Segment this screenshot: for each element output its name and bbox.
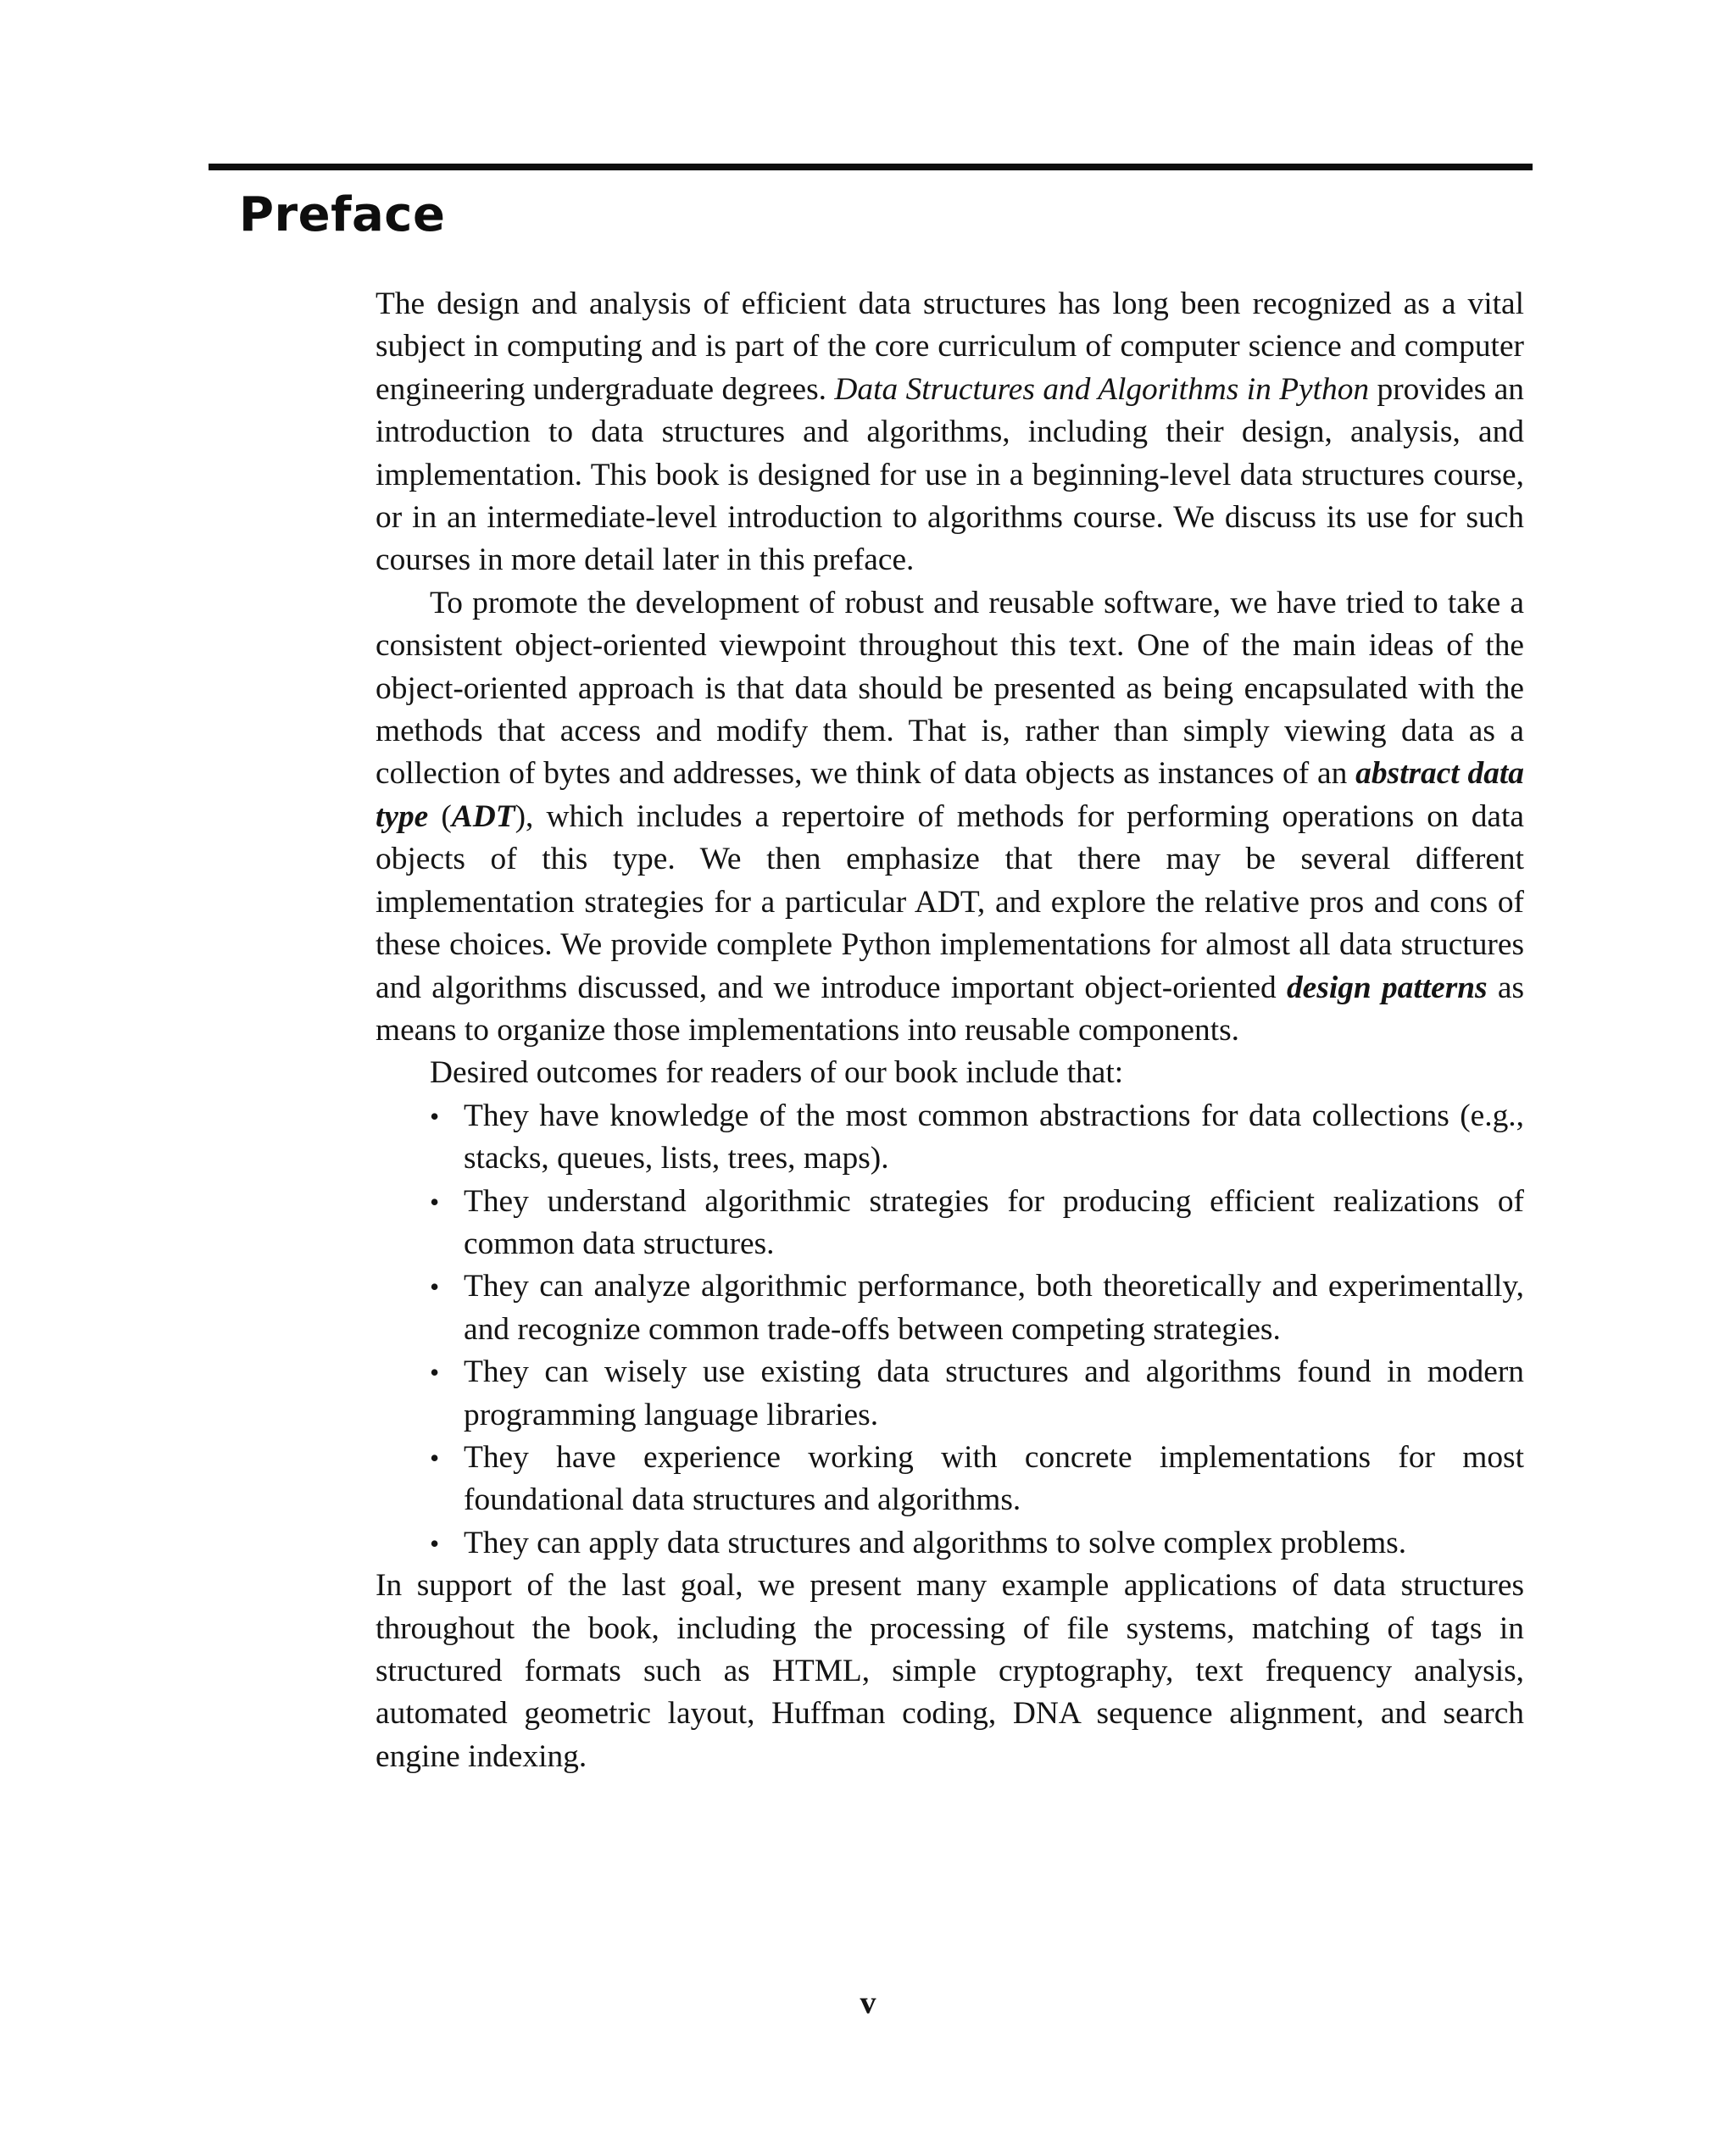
bullet-icon: • xyxy=(430,1527,440,1559)
paragraph-intro-text-continued: provides an introduction to data structures and algorithms, including their design, analysis, and implementation. This book is designed for use in a beginning-level data structures course, or in an intermediate-level introduction to algorithms course. We discuss its use for such courses in more detail later in this preface. xyxy=(376,371,1524,578)
paragraph-applications: In support of the last goal, we present many example applications of data structures throughout the book, including the processing of file systems, matching of tags in structured formats such as HTML, simple cryptography, text frequency analysis, automated geometric layout, Huffman coding, DNA sequence alignment, and search engine indexing. xyxy=(376,1568,1524,1774)
list-item xyxy=(430,1522,1524,1565)
term-adt-abbreviation: ADT xyxy=(451,798,515,834)
list-item xyxy=(430,1095,1524,1181)
paragraph-intro xyxy=(376,283,1524,582)
bullet-icon: • xyxy=(430,1357,440,1388)
bullet-icon: • xyxy=(430,1271,440,1303)
paragraph-object-oriented xyxy=(376,582,1524,1052)
outcomes-list xyxy=(376,1095,1524,1565)
bullet-icon: • xyxy=(430,1186,440,1217)
book-title: Data Structures and Algorithms in Python xyxy=(834,371,1370,407)
list-item-text: They can apply data structures and algorithms to solve complex problems. xyxy=(464,1525,1407,1560)
chapter-top-rule xyxy=(209,164,1533,170)
list-item-text: They understand algorithmic strategies for producing efficient realizations of common data structures. xyxy=(464,1183,1524,1261)
preface-body xyxy=(376,283,1524,1778)
list-item-text: They have experience working with concrete implementations for most foundational data structures and algorithms. xyxy=(464,1439,1524,1518)
page-number: v xyxy=(860,1985,876,2021)
list-item-text: They can analyze algorithmic performance, both theoretically and experimentally, and recognize common trade-offs between competing strategies. xyxy=(464,1269,1524,1347)
outcomes-intro: Desired outcomes for readers of our book include that: xyxy=(430,1055,1124,1091)
list-item-text: They have knowledge of the most common abstractions for data collections (e.g., stacks, queues, lists, trees, maps). xyxy=(464,1098,1524,1176)
list-item-text: They can wisely use existing data structures and algorithms found in modern programming language libraries. xyxy=(464,1354,1524,1432)
list-item xyxy=(430,1351,1524,1437)
list-item xyxy=(430,1265,1524,1351)
paren-open: ( xyxy=(428,798,452,834)
bullet-icon: • xyxy=(430,1442,440,1473)
bullet-icon: • xyxy=(430,1100,440,1132)
list-item xyxy=(430,1181,1524,1266)
paragraph-oo-text: To promote the development of robust and reusable software, we have tried to take a consistent object-oriented viewpoint throughout this text. One of the main ideas of the object-oriented approach is that data should be presented as being encapsulated with the methods that access and modify them. That is, rather than simply viewing data as a collection of bytes and addresses, we think of data objects as instances of an xyxy=(376,585,1524,792)
list-item xyxy=(430,1437,1524,1522)
paragraph-intro-text: The design and analysis of efficient data structures has long been recognized as a vital subject in computing and is part of the core curriculum of computer science and computer engineering undergraduate degrees. xyxy=(376,286,1524,407)
chapter-title: Preface xyxy=(239,187,446,242)
paragraph-oo-text-continued: ), which includes a repertoire of methods for performing operations on data objects of this type. We then emphasize that there may be several different implementation strategies for a particular ADT, and explore the relative pros and cons of these choices. We provide complete Python implementations for almost all data structures and algorithms discussed, and we introduce important object-oriented xyxy=(376,798,1524,1005)
paragraph-oo-text-end: as means to organize those implementations into reusable components. xyxy=(376,970,1524,1048)
term-design-patterns: design patterns xyxy=(1286,970,1488,1005)
term-abstract-data-type: abstract data type xyxy=(376,756,1524,834)
